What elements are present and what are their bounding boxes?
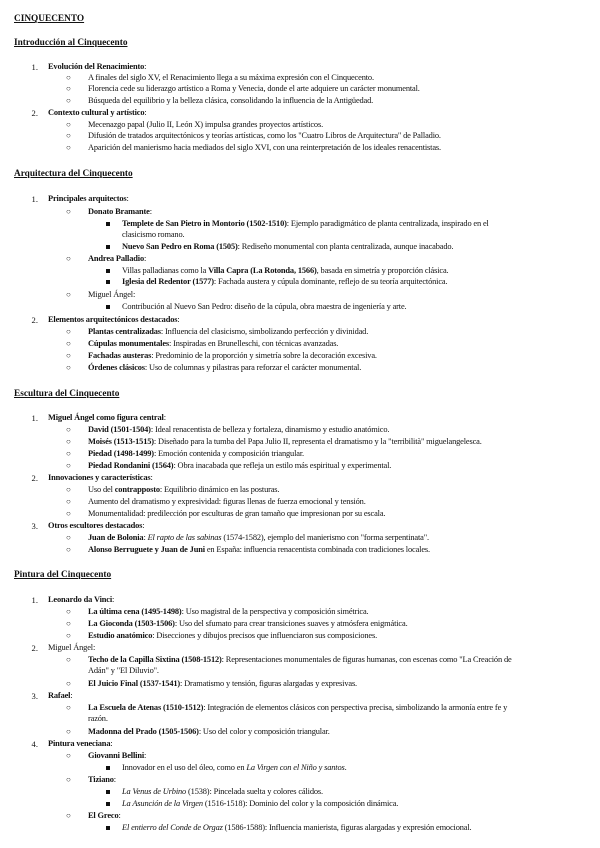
item-label: Innovaciones y características (48, 473, 151, 482)
list-item: Monumentalidad: predilección por esculturas de gran tamaño que impresionan por su escala. (88, 509, 386, 518)
list-item-continuation: razón. (88, 714, 108, 723)
section-heading-pintura: Pintura del Cinquecento (14, 570, 112, 580)
bold-term: Techo de la Capilla Sixtina (1508-1512) (88, 655, 222, 664)
list-item (88, 545, 430, 555)
square-bullet-icon (106, 222, 110, 226)
square-bullet-icon (106, 790, 110, 794)
term-desc: : Representaciones monumentales de figuras humanas, con escenas como "La Creación de (221, 655, 512, 664)
work-desc: : Fachada austera y cúpula dominante, reflejo de su teoría arquitectónica. (213, 277, 448, 286)
list-item (88, 339, 338, 349)
list-item: Andrea Palladio: (88, 254, 147, 263)
architect-name: Donato Bramante (88, 207, 150, 216)
term-desc: : Disecciones y dibujos precisos que influenciaron sus composiciones. (152, 631, 378, 640)
list-item (122, 799, 398, 809)
list-item (88, 631, 377, 641)
work-desc: : Ejemplo paradigmático de planta centralizada, inspirado en el (286, 219, 489, 228)
circle-bullet-icon: ○ (66, 327, 71, 336)
section-heading-arquitectura: Arquitectura del Cinquecento (14, 169, 133, 179)
circle-bullet-icon: ○ (66, 727, 71, 736)
item-label: Contexto cultural y artístico (48, 108, 145, 117)
bold-term: Estudio anatómico (88, 631, 153, 640)
list-item (88, 437, 482, 447)
bold-term: El Juicio Final (1537-1541) (88, 679, 181, 688)
list-number: 2. (31, 108, 38, 118)
list-number: 3. (31, 691, 38, 701)
circle-bullet-icon: ○ (66, 619, 71, 628)
list-item: Contribución al Nuevo San Pedro: diseño de la cúpula, obra maestra de ingeniería y arte. (122, 302, 407, 311)
bold-term: Piedad Rondanini (1564) (88, 461, 174, 470)
work-title: Iglesia del Redentor (1577) (122, 277, 214, 286)
item-label: Otros escultores destacados (48, 521, 143, 530)
list-number: 1. (31, 413, 38, 423)
list-item (88, 425, 389, 435)
list-number: 1. (31, 62, 38, 72)
work-post: (1516-1518): Dominio del color y la composición dinámica. (202, 799, 399, 808)
list-item: Difusión de tratados arquitectónicos y teorías artísticas, como los "Cuatro Libros de Arquitectura" de Palladio. (88, 131, 441, 140)
list-item-continuation: clasicismo romano. (122, 230, 185, 239)
term-desc: : Predominio de la proporción y simetría sobre la decoración excesiva. (151, 351, 377, 360)
work-title: Templete de San Pietro in Montorio (1502-1510) (122, 219, 287, 228)
term-desc: en España: influencia renacentista combinada con tradiciones locales. (204, 545, 430, 554)
work-desc: , basada en simetría y proporción clásica. (316, 266, 449, 275)
item-label: Elementos arquitectónicos destacados (48, 315, 178, 324)
list-item (88, 363, 361, 373)
circle-bullet-icon: ○ (66, 425, 71, 434)
term-desc: : Uso magistral de la perspectiva y composición simétrica. (181, 607, 369, 616)
circle-bullet-icon: ○ (66, 751, 71, 760)
circle-bullet-icon: ○ (66, 351, 71, 360)
circle-bullet-icon: ○ (66, 449, 71, 458)
bold-term: La Gioconda (1503-1506) (88, 619, 175, 628)
list-item: Miguel Ángel como figura central: (48, 413, 166, 422)
square-bullet-icon (106, 245, 110, 249)
term-desc: : Uso del sfumato para crear transiciones suaves y atmósfera enigmática. (174, 619, 408, 628)
work-pre: Villas palladianas como la (122, 266, 209, 275)
work-post: (1586-1588): Influencia manierista, figuras alargadas y expresión emocional. (222, 823, 472, 832)
list-item (88, 727, 330, 737)
circle-bullet-icon: ○ (66, 703, 71, 712)
list-item (88, 449, 304, 459)
section-heading-introduccion: Introducción al Cinquecento (14, 38, 128, 48)
item-label: Evolución del Renacimiento (48, 62, 145, 71)
circle-bullet-icon: ○ (66, 84, 71, 93)
item-label: Miguel Ángel (48, 643, 93, 652)
circle-bullet-icon: ○ (66, 143, 71, 152)
list-item: Miguel Ángel: (88, 290, 136, 299)
term-pre: Uso del (88, 485, 115, 494)
circle-bullet-icon: ○ (66, 461, 71, 470)
circle-bullet-icon: ○ (66, 363, 71, 372)
italic-title: La Asunción de la Virgen (122, 799, 203, 808)
list-item (122, 242, 453, 252)
item-label: Rafael (48, 691, 71, 700)
square-bullet-icon (106, 802, 110, 806)
list-item: Donato Bramante: (88, 207, 152, 216)
item-label: Principales arquitectos (48, 194, 127, 203)
list-item (88, 607, 368, 617)
circle-bullet-icon: ○ (66, 96, 71, 105)
section-heading-escultura: Escultura del Cinquecento (14, 389, 120, 399)
bold-term: Plantas centralizadas (88, 327, 161, 336)
circle-bullet-icon: ○ (66, 290, 71, 299)
list-item: Otros escultores destacados: (48, 521, 145, 530)
list-item (122, 763, 347, 773)
term-desc: : Emoción contenida y composición triangular. (153, 449, 304, 458)
bold-term: Juan de Bolonia (88, 533, 144, 542)
painter-name: Tiziano (88, 775, 114, 784)
list-item (88, 619, 408, 629)
item-label: Pintura veneciana (48, 739, 111, 748)
circle-bullet-icon: ○ (66, 339, 71, 348)
list-item: Pintura veneciana: (48, 739, 113, 748)
square-bullet-icon (106, 305, 110, 309)
list-item (88, 655, 512, 665)
list-number: 3. (31, 521, 38, 531)
architect-name: Andrea Palladio (88, 254, 144, 263)
list-item: Elementos arquitectónicos destacados: (48, 315, 180, 324)
circle-bullet-icon: ○ (66, 120, 71, 129)
list-item (88, 461, 391, 471)
square-bullet-icon (106, 766, 110, 770)
term-desc: : Dramatismo y tensión, figuras alargadas y expresivas. (180, 679, 357, 688)
circle-bullet-icon: ○ (66, 607, 71, 616)
list-number: 4. (31, 739, 38, 749)
square-bullet-icon (106, 269, 110, 273)
list-item: El Greco: (88, 811, 121, 820)
list-item-continuation: Adán" y "El Diluvio". (88, 666, 159, 675)
list-item (122, 266, 449, 276)
list-item (88, 485, 279, 495)
list-number: 1. (31, 595, 38, 605)
list-item: Contexto cultural y artístico: (48, 108, 147, 117)
work-pre: Innovador en el uso del óleo, como en (122, 763, 247, 772)
list-item: Innovaciones y características: (48, 473, 153, 482)
list-item (122, 787, 323, 797)
work-desc: : Rediseño monumental con planta centralizada, aunque inacabado. (237, 242, 454, 251)
circle-bullet-icon: ○ (66, 811, 71, 820)
circle-bullet-icon: ○ (66, 775, 71, 784)
painter-name: El Greco (88, 811, 119, 820)
term-desc: : (143, 533, 148, 542)
item-label: Leonardo da Vinci (48, 595, 112, 604)
circle-bullet-icon: ○ (66, 509, 71, 518)
painter-name: Giovanni Bellini (88, 751, 145, 760)
term-desc: : Uso de columnas y pilastras para reforzar el carácter monumental. (144, 363, 362, 372)
list-item: Aparición del manierismo hacia mediados del siglo XVI, con una reinterpretación de los ideales renacentistas. (88, 143, 441, 152)
bold-term: contrapposto (114, 485, 160, 494)
circle-bullet-icon: ○ (66, 679, 71, 688)
list-item: Giovanni Bellini: (88, 751, 147, 760)
bold-term: Moisés (1513-1515) (88, 437, 154, 446)
list-item (88, 533, 429, 543)
square-bullet-icon (106, 826, 110, 830)
list-item (88, 327, 368, 337)
circle-bullet-icon: ○ (66, 437, 71, 446)
circle-bullet-icon: ○ (66, 533, 71, 542)
item-label: Miguel Ángel como figura central (48, 413, 164, 422)
italic-title: La Venus de Urbino (122, 787, 187, 796)
circle-bullet-icon: ○ (66, 655, 71, 664)
list-item: Florencia cede su liderazgo artístico a Roma y Venecia, donde el arte adquiere un carácter monumental. (88, 84, 420, 93)
circle-bullet-icon: ○ (66, 485, 71, 494)
bold-term: David (1501-1504) (88, 425, 151, 434)
list-number: 2. (31, 473, 38, 483)
work-title: Nuevo San Pedro en Roma (1505) (122, 242, 238, 251)
term-desc: : Uso del color y composición triangular. (198, 727, 330, 736)
term-desc: : Influencia del clasicismo, simbolizando perfección y divinidad. (160, 327, 369, 336)
list-item (122, 219, 489, 229)
circle-bullet-icon: ○ (66, 254, 71, 263)
list-item: Tiziano: (88, 775, 116, 784)
term-desc: : Inspiradas en Brunelleschi, con técnicas avanzadas. (169, 339, 339, 348)
italic-title: El rapto de las sabinas (147, 533, 222, 542)
work-title: Villa Capra (La Rotonda, 1566) (208, 266, 317, 275)
term-desc: : Equilibrio dinámico en las posturas. (159, 485, 280, 494)
bold-term: Madonna del Prado (1505-1506) (88, 727, 199, 736)
circle-bullet-icon: ○ (66, 131, 71, 140)
work-post: . (344, 763, 347, 772)
term-desc: : Obra inacabada que refleja un estilo más espiritual y experimental. (173, 461, 392, 470)
list-item: Miguel Ángel: (48, 643, 96, 652)
italic-title: La Virgen con el Niño y santos (246, 763, 345, 772)
list-item (122, 277, 447, 287)
bold-term: Órdenes clásicos (88, 363, 145, 372)
list-item: Leonardo da Vinci: (48, 595, 115, 604)
list-item (88, 679, 357, 689)
list-number: 2. (31, 315, 38, 325)
circle-bullet-icon: ○ (66, 631, 71, 640)
term-desc: (1574-1582), ejemplo del manierismo con "forma serpentinata". (221, 533, 429, 542)
list-item (88, 703, 507, 713)
term-desc: : Diseñado para la tumba del Papa Julio II, representa el dramatismo y la "terribilità" miguelangelesca. (153, 437, 482, 446)
italic-title: El entierro del Conde de Orgaz (122, 823, 223, 832)
bold-term: Fachadas austeras (88, 351, 152, 360)
architect-name: Miguel Ángel (88, 290, 133, 299)
bold-term: Cúpulas monumentales (88, 339, 169, 348)
circle-bullet-icon: ○ (66, 73, 71, 82)
circle-bullet-icon: ○ (66, 497, 71, 506)
circle-bullet-icon: ○ (66, 545, 71, 554)
list-item (122, 823, 471, 833)
list-number: 2. (31, 643, 38, 653)
bold-term: Alonso Berruguete y Juan de Juni (88, 545, 205, 554)
list-item: Mecenazgo papal (Julio II, León X) impulsa grandes proyectos artísticos. (88, 120, 324, 129)
list-item: Aumento del dramatismo y expresividad: figuras llenas de fuerza emocional y tensión. (88, 497, 366, 506)
work-post: (1538): Pincelada suelta y colores cálidos. (186, 787, 323, 796)
list-item: Rafael: (48, 691, 73, 700)
term-desc: : Ideal renacentista de belleza y fortaleza, dinamismo y estudio anatómico. (150, 425, 390, 434)
list-number: 1. (31, 194, 38, 204)
list-item: Búsqueda del equilibrio y la belleza clásica, consolidando la influencia de la Antigüedad. (88, 96, 374, 105)
term-desc: : Integración de elementos clásicos con perspectiva precisa, simbolizando la armonía entre fe y (203, 703, 508, 712)
list-item: Principales arquitectos: (48, 194, 129, 203)
document-title: CINQUECENTO (14, 14, 85, 24)
list-item: Evolución del Renacimiento: (48, 62, 147, 71)
circle-bullet-icon: ○ (66, 207, 71, 216)
bold-term: La Escuela de Atenas (1510-1512) (88, 703, 204, 712)
bold-term: Piedad (1498-1499) (88, 449, 154, 458)
bold-term: La última cena (1495-1498) (88, 607, 182, 616)
list-item: A finales del siglo XV, el Renacimiento llega a su máxima expresión con el Cinquecento. (88, 73, 374, 82)
square-bullet-icon (106, 280, 110, 284)
list-item (88, 351, 377, 361)
